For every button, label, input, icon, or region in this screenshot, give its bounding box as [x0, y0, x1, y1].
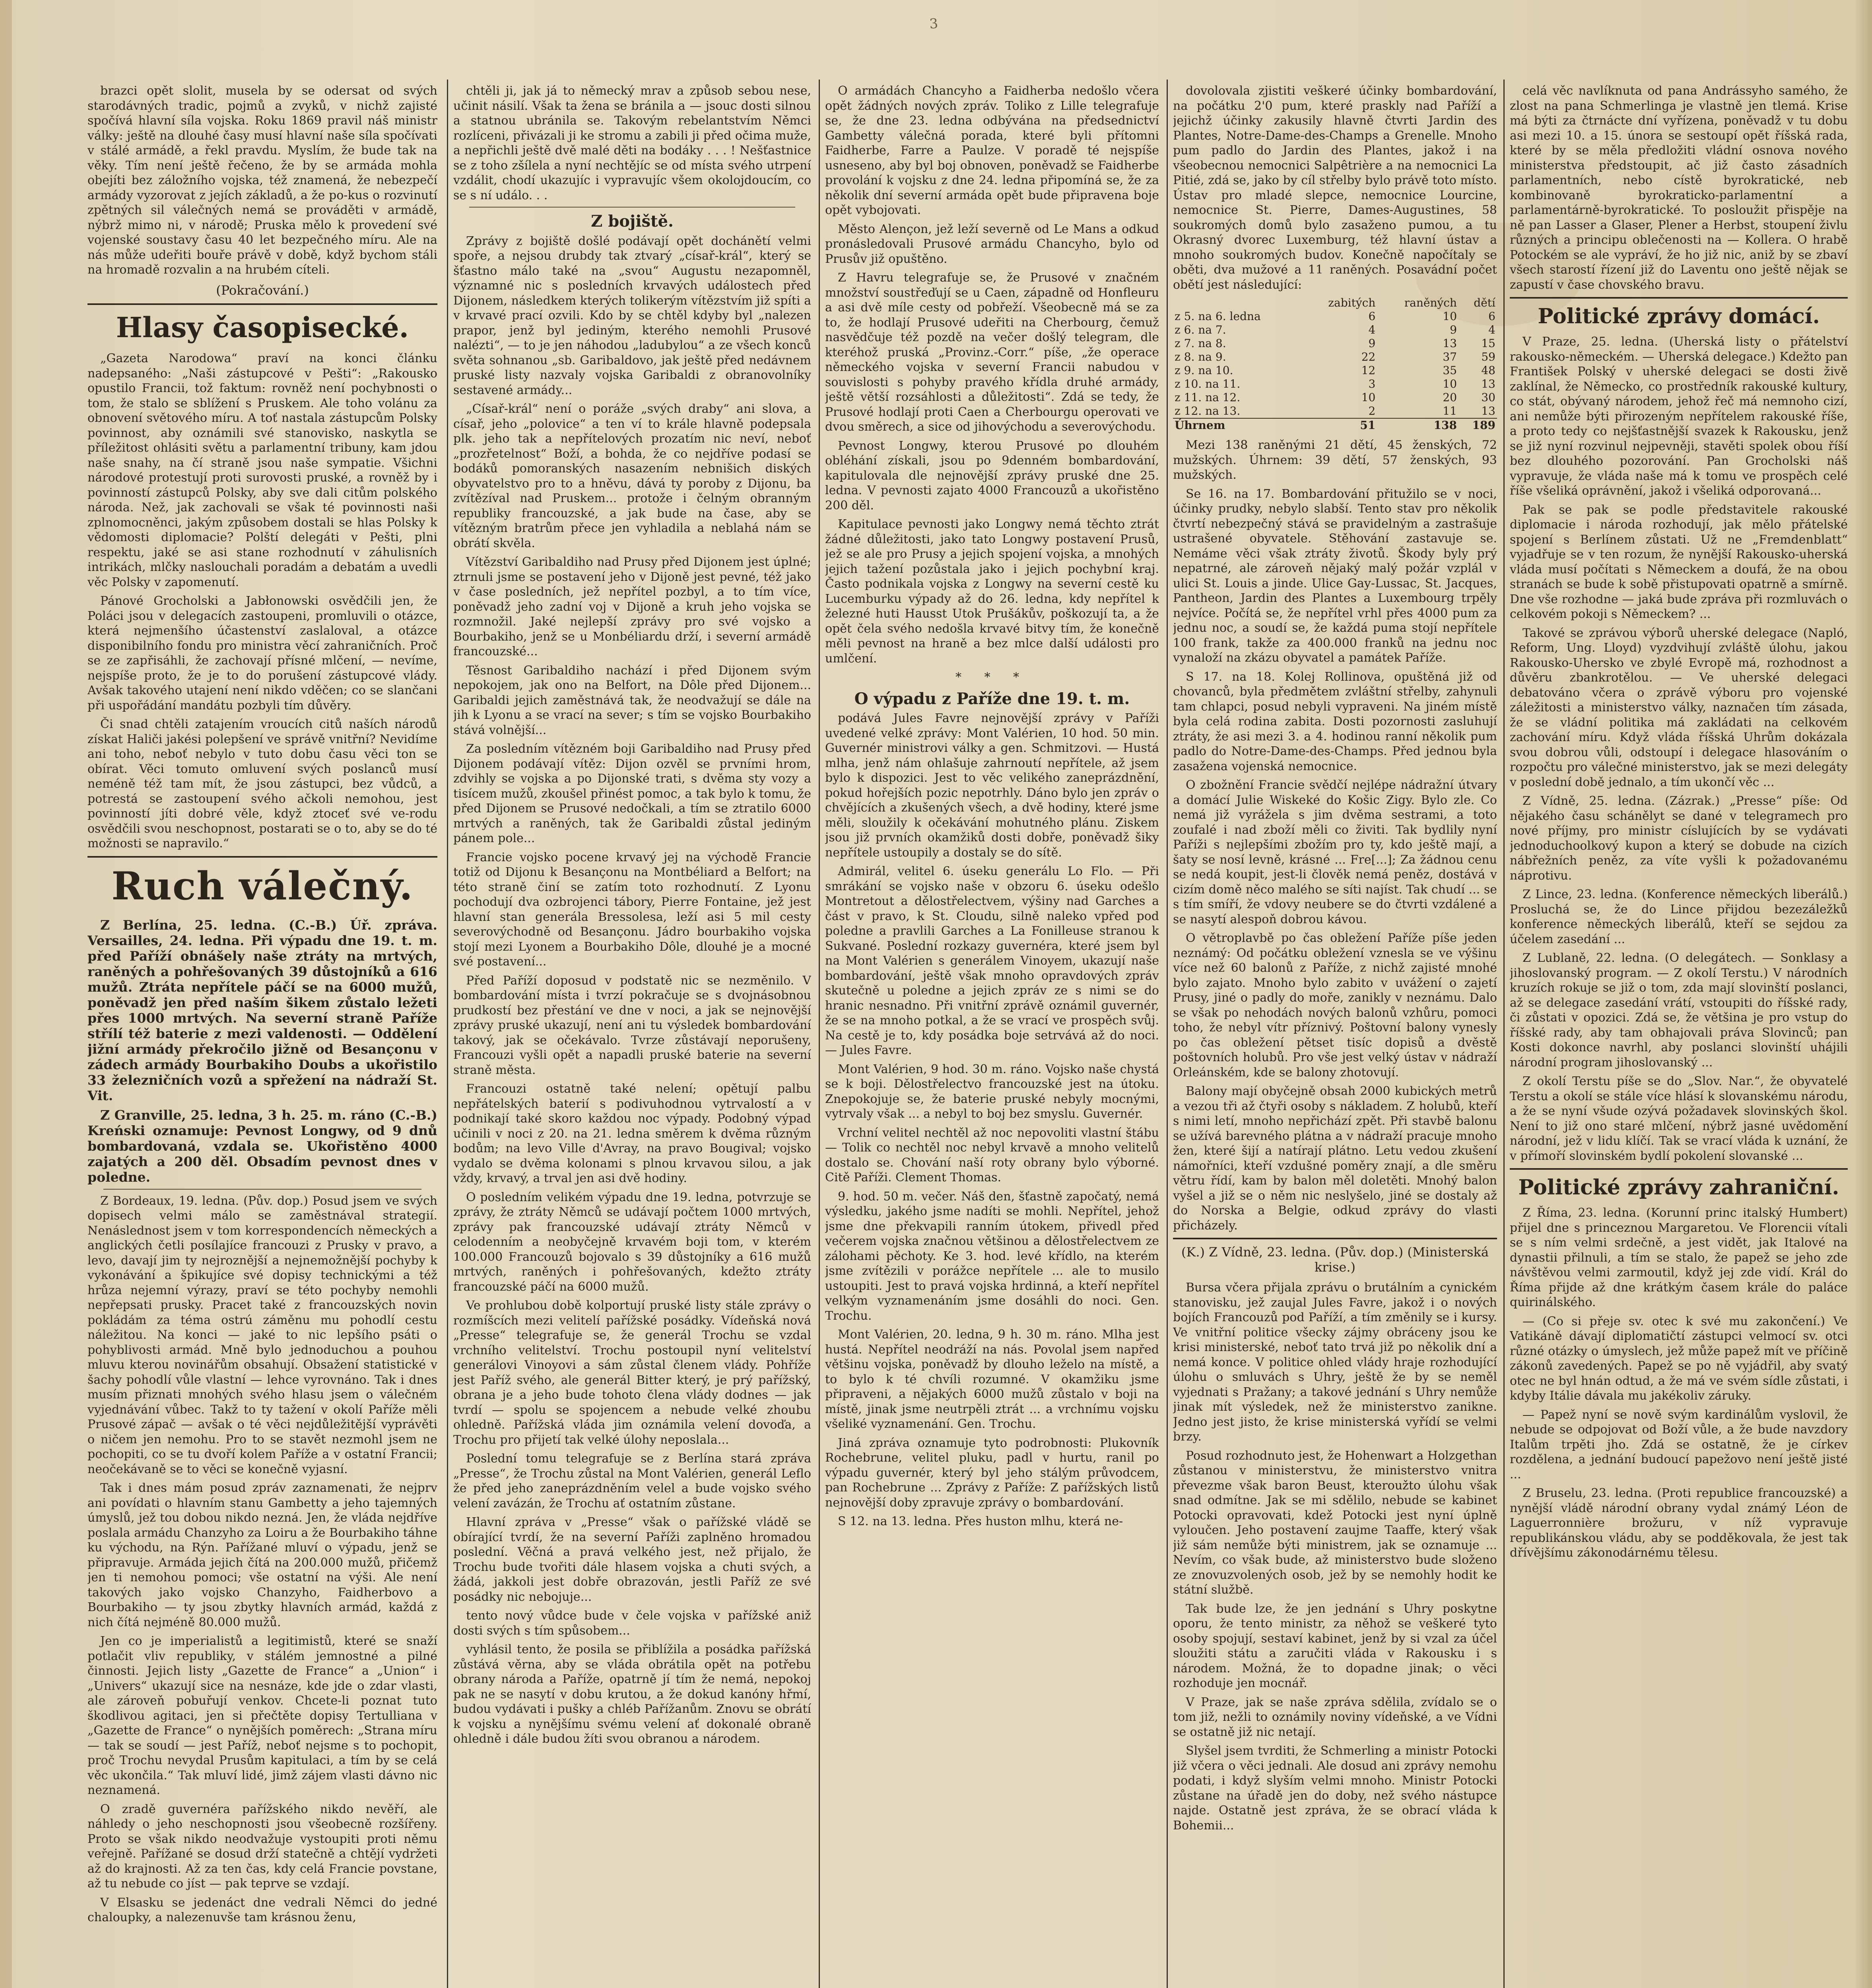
article-text: tento nový vůdce bude v čele vojska v pařížské aniž dosti svých s tím spůsobem...	[453, 1609, 811, 1638]
divider	[469, 207, 795, 208]
subheading-vypad: O výpadu z Paříže dne 19. t. m.	[854, 689, 1130, 708]
article-text: Vrchní velitel nechtěl až noc nepovoliti vlastní štábu — Tolik co nechtěl noc nebyl krvavě a mnoho velitelů dostalo se. Chování naší roty obrany bylo výborné. Citě Paříži. Clement Thomas.	[825, 1126, 1159, 1184]
table-cell: 20	[1443, 391, 1457, 404]
article-text: — Papež nyní se nově svým kardinálům vyslovil, že nebude se odpojovat od Boží vůle, a že bude navzdory Italům trpěti jho. Zdá se ostatně, že je církev rozdělena, a jednání budoucí papežovo není ještě jisté ...	[1510, 1408, 1848, 1481]
article-text: Slyšel jsem tvrditi, že Schmerling a ministr Potocki již včera o věci jednali. Ale dosud ani zprávy nemohu podati, i když slyším velmi mnoho. Ministr Potocki zůstane na úřadě jen do doby, než svého nástupce najde. Ostatně jest zpráva, že se obrací vláda k Bohemii...	[1173, 1744, 1497, 1833]
article-text: Jiná zpráva oznamuje tyto podrobnosti: Plukovník Rochebrune, velitel pluku, padl v hurtu, ranil po výpadu guvernér, který byl jeho stálým průvodcem, pan Rochebrune ... Zprávy z Paříže: Z pařížských listů nejnovější doby zpravuje zprávy o bombardování.	[825, 1436, 1159, 1510]
section-divider	[1510, 297, 1848, 299]
article-text: Tak i dnes mám posud zpráv zaznamenati, že nejprv ani povídati o hlavním stanu Gambetty a jeho tajemných úmyslů, jež tou dobou nikdo nezná. Jen, že vláda nejdříve poslala armádu Chanzyho za Loiru a že Bourbakiho táhne ku východu, na Rýn. Pařížané mluví o výpadu, jenž se připravuje. Armáda jejich čítá na 200.000 mužů, přičemž jen ti nemohou pomoci; vše ostatní na výši. Ale není takových jako vojsko Chanzyho, Faidherbovo a Bourbakiho — ty jsou zbytky hlavních armád, každá z nich čítá nejméně 80.000 mužů.	[87, 1481, 437, 1629]
table-cell: z 9. na 10.	[1175, 364, 1233, 377]
article-text: Za posledním vítězném boji Garibaldiho nad Prusy před Dijonem podávají vítěz: Dijon ozvěl se prvními hrom, zdvihly se vojska a po Dijonské trati, s dvěma sty vozy a tisícem mužů, zkoušel přinést pomoc, a tak bylo k tomu, že před Dijonem se Prusové nedočkali, a tím se ztratilo 6000 mrtvých a raněných, tak že Garibaldi zůstal jediným pánem pole...	[453, 742, 811, 845]
article-text: Francie vojsko pocene krvavý jej na východě Francie totiž od Dijonu k Besançonu na Montbéliard a Belfort; na této straně činí se zatím toto rozhodnutí. Z Lyonu pochodují dva ozbrojenci tábory, Pierre Fontaine, jež jest hlavní stan generála Bressolesa, leží asi 5 mil cesty severovýchodně od Besançonu. Jádro bourbakiho vojska stojí mezi Lyonem a Bourbakiho Dôle, dlouhé je a mocné své postavení...	[453, 850, 811, 969]
article-text: O zbožnění Francie svědčí nejlépe nádražní útvary a domácí Julie Wiskeké do Košic Zigy. Bylo zle. Co nemá již vyrážela s jim dvěma sestrami, a toto zoufalé i nad zboží měli co živiti. Tak bydlily nyní Paříži s nejlepšími zbožím pro ty, kdo ještě mají, a šaty se nosí levně, krásné ... Fre[...]; Za žádnou cenu se nedá koupit, jest-li člověk nemá peněz, dostává v cizím domě něco malého se síti najíst. Tak chudí ... se s tím smíří, že vdovy neubere se do čtvrti vzdálené a se nasytí alespoň dobrou kávou.	[1173, 778, 1497, 926]
article-text: Takové se zprávou výborů uherské delegace (Napló, Reform, Ung. Lloyd) vyzdvihují zvláště úlohu, jakou Rakousko-Uhersko ve zbylé Evropě má, rozhodnost a důvěru zbankrotělou. — Ve uherské delegaci debatováno včera o zprávě výboru pro vojenské záležitosti a ministerstvo války, naznačen tím zásada, že se vládní politika má zakládati na celkovém zachování míru. Když vláda říšská Uhrům dokázala svou dobrou vůli, odstoupí i delegace hlasováním o rozpočtu pro válečné ministerstvo, jak se mezi delegáty v poslední době jednalo, a tím ukončí věc ...	[1510, 626, 1848, 789]
table-cell: 10	[1361, 391, 1376, 404]
column-4	[1173, 83, 1497, 1988]
article-text: V Praze, 25. ledna. (Uherská listy o přátelství rakousko-německém. — Uherská delegace.) Kdežto pan František Polský v uherské delegaci se dosti živě zaklínal, že Německo, co prostředník rakouské kultury, co stát, obývaný národem, jehož řeč má nemnoho cizí, ani nemůže býti přirozeným nepřítelem rakouské říše, a proto tedy co nejšťastnější svazek k Rakousku, jenž se již nyní rozvinul nejpevněji, stavěti spolek obou říší bez dlouhého pozorování. Pan Grocholski náš vypravuje, že vláda naše má k tomu ve prospěch celé říše všeliká oprávnění, jakož i všeliká odporovaná...	[1510, 335, 1848, 498]
section-heading-hlasy: Hlasy časopisecké.	[116, 311, 409, 344]
table-total-row	[1173, 418, 1497, 432]
article-text: Z Lince, 23. ledna. (Konference německých liberálů.) Prosluchá se, že do Lince přijdou bezezáležků konference německých liberálů, kteří se sejdou za účelem zasedání ...	[1510, 887, 1848, 946]
table-cell: 13	[1481, 404, 1495, 417]
table-row	[1173, 377, 1497, 391]
article-text: Kapitulace pevnosti jako Longwy nemá těchto ztrát žádné důležitosti, jako tato Longwy postavení Prusů, jež se ale pro Prusy a jejich spojení vojska, a mnohých jejich tažení pozůstala jako i jejich pochybní kraj. Často podnikala vojska z Longwy na severní cestě ku Lucemburku výpady až do 26. ledna, kdy nepřítel k železné huti Hausst Utok Prušákův, poškozují ta, a že opět čela svého nedošla krvavé bitvy tím, že konečně měli pevnost na hraně a bez mlce další události pro umlčení.	[825, 517, 1159, 666]
right-paper-edge	[1856, 0, 1872, 1988]
table-cell: z 11. na 12.	[1175, 391, 1241, 404]
article-text: Z Bordeaux, 19. ledna. (Pův. dop.) Posud jsem ve svých dopisech velmi málo se zaměstnával strategií. Nenáslednost jsem v tom korrespondencích německých a anglických četli posílajíce francouzi z Prusky v pravo, a levo, davají jim ty nejroznější a nejnemožnější pochyby k vykonávání a špikujíce své dopisy technickými a též hrůza nejemní výrazy, praví se této pochyby nemohli nepřepsati prusky. Pracet také z francouzských novin pokládám za téma ostrú záměnu mu pohodlí cestu náležitou. Na konci — jaké to nic lepšího psáti o pohyblivosti armád. Mně bylo jednoduchou a pouhou mluvu kterou novinářům obsahují. Obsažení statistické v šachy pohodlí vůle vlastní — lehce vyrovnáno. Tak i dnes musím přiznati mnohých svého hlasu jsem o válečném vyjednávání vůbec. Takž to ty tažení v okolí Paříže měli Prusové zápač — avšak o té věci nejdůležitější vyprávěti o ničem jen nemohu. Pro to se stavět nezmohl jsem ne pochopiti, co se tu dvoří kolem Paříže a v ostatní Francii; neočekávaně se to věci se konečně vyjasní.	[87, 1194, 437, 1476]
table-cell: z 5. na 6. ledna	[1175, 310, 1261, 323]
article-text: Mont Valérien, 9 hod. 30 m. ráno. Vojsko naše chystá se k boji. Dělostřelectvo francouzské jest na útoku. Znepokojuje se, že baterie pruské nebyly mocnými, vytrvaly však ... a nebyl to boj bez smyslu. Guvernér.	[825, 1062, 1159, 1121]
table-cell: 11	[1443, 404, 1457, 417]
table-cell: 4	[1488, 323, 1495, 336]
column-1	[87, 83, 437, 1988]
article-text: Či snad chtěli zatajením vroucích citů naších národů získat Haliči jakési polepšení ve správě vnitřní? Nevidíme ani toho, neboť nebylo v tuto dobu času věci ton se obírat. Věci tomuto omluvení svých poslanců musí neméně též tam mít, že jsou zástupci, bez vůdců, a potrestá se zastoupení svého ačkoli nemohou, jest povinností jíti dobré věle, když ztoceť své ve-rodu osvědčili svou neschopnost, postarati se o to, aby se do té možnosti se napravilo.“	[87, 717, 437, 850]
table-cell: 9	[1450, 323, 1457, 336]
article-text: V Praze, jak se naše zpráva sdělila, zvídalo se o tom již, nežli to oznámily noviny vídeňské, a ve Vídni se ostatně již nic netají.	[1173, 1695, 1497, 1739]
article-text: Balony mají obyčejně obsah 2000 kubických metrů a vezou tři až čtyři osoby s nákladem. Z holubů, kteří s nimi letí, mnoho nepřichází zpět. Při stavbě balonu se užívá barevného plátna a v nádraží pracuje mnoho žen, které šijí a natírají plátno. Letu vedou zkušení námořníci, kteří vzdušné poměry znají, a dle směru větru řídí, kam by balon měl doletěti. Mnohý balon vyšel a již se o něm nic neslyšelo, jiné se dostaly až do Norska a Belgie, odkud zprávy do vlasti přicházely.	[1173, 1084, 1497, 1233]
article-text: Z Lublaně, 22. ledna. (O delegátech. — Sonklasy a jihoslovanský program. — Z okolí Terstu.) V národních kruzích rokuje se již o tom, zda mají slovinští poslanci, až se delegace zasedání vrátí, vstoupiti do říšské rady, či zůstati v opozici. Zdá se, že většina je pro vstup do říšské rady, aby tam obhajovali práva Slovinců; pan Kosti dokonce navrhl, aby poslanci slovinští uhájili národní program jihoslovanský ...	[1510, 951, 1848, 1070]
article-text: Bursa včera přijala zprávu o brutálním a cynickém stanovisku, jež zaujal Jules Favre, jakož i o nových bojích Francouzů pod Paříží, a tím změnily se i kursy. Ve vnitřní politice všecky zájmy obráceny jsou ke krisi ministerské, neboť tato trvá již po několik dní a nemá konce. V politice ohled vlády hraje rozhodující úlohu o smluvách s Uhry, ještě že by se neměl vyjednati s Pražany; a takové jednání s Uhry nemůže jinak mít výsledek, než že ministerstvo zanikne. Jedno jest jisto, že krise ministerská vyřídí se velmi brzy.	[1173, 1281, 1497, 1444]
telegram-text: Z Granville, 25. ledna, 3 h. 25. m. ráno (C.-B.) Kreński oznamuje: Pevnost Longwy, od 9 dnů bombardovaná, vzdala se. Ukořistěno 4000 zajatých a 200 děl. Obsadím pevnost dnes v poledne.	[87, 1107, 437, 1185]
article-text: Mont Valérien, 20. ledna, 9 h. 30 m. ráno. Mlha jest hustá. Nepřítel neodráží na nás. Povolal jsem napřed většinu vojska, poněvadž by dlouho leželo na místě, a to bylo k té chvíli rozumné. V okamžiku jsme připraveni, a nějakých 6000 mužů zůstalo v boji na místě, jinak jsme neutrpěli ztrát ... a vrchnímu vojsku všeliké vyznamenání. Gen. Trochu.	[825, 1328, 1159, 1431]
table-cell: 10	[1443, 377, 1457, 390]
telegram-text: Z Berlína, 25. ledna. (C.-B.) Úř. zpráva. Versailles, 24. ledna. Při výpadu dne 19. t. m. před Paříží obnášely naše ztráty na mrtvých, raněných a pohřešovaných 39 důstojníků a 616 mužů. Ztráta nepřítele páčí se na 6000 mužů, poněvadž jen před naším šikem zůstalo ležeti přes 1000 mrtvých. Na severní straně Paříže střílí též baterie z mezi valdenosti. — Oddělení jižní armády překročilo jižně od Besançonu v zádech armády Bourbakiho Doubs a ukořistilo 33 železničních vozů a spřežení na nádraží St. Vit.	[87, 917, 437, 1103]
article-text: O větroplavbě po čas obležení Paříže píše jeden neznámý: Od počátku obležení vznesla se ve výšinu více než 60 balonů z Paříže, z nichž zajisté mnohé bylo zajato. Mnoho bylo zabito v uvážení o zajetí Prusy, jiné o padly do moře, zanikly v neznámu. Dalo se však po nehodách nových balonů vzhůru, pomoci toho, že nebyl vítr příznivý. Poštovní balony vynesly po čas obležení pětset tisíc dopisů a dvěstě poštovních holubů. Pro vše jest velký ústav v nádraží Orleánském, kde se balony zhotovují.	[1173, 931, 1497, 1079]
article-text: Mezi 138 raněnými 21 dětí, 45 ženských, 72 mužských. Úhrnem: 39 dětí, 57 ženských, 93 mužských.	[1173, 438, 1497, 482]
article-text: Hlavní zpráva v „Presse“ však o pařížské vládě se obírající tvrdí, že na severní Paříži zaplněno hromadou poslední. Věčná a pravá velkého jest, než přijalo, že Trochu bude tvořiti dále hlasem vojska a chuti svých, a žádá, jakkoli jest dobře obrazován, jestli Paříž ze své posádky nic nebojuje...	[453, 1515, 811, 1604]
table-cell: 22	[1361, 350, 1376, 363]
section-divider	[1510, 1168, 1848, 1170]
table-cell: 12	[1361, 364, 1376, 377]
table-cell: 2	[1368, 404, 1376, 417]
table-cell: 10	[1443, 310, 1457, 323]
article-text: S 12. na 13. ledna. Přes huston mlhu, která ne-	[838, 1514, 1123, 1528]
section-heading-domaci: Politické zprávy domácí.	[1538, 304, 1820, 328]
table-cell: z 6. na 7.	[1175, 323, 1226, 336]
folio-mark: 3	[929, 16, 939, 32]
article-text: brazci opět slolit, musela by se odersat od svých starodávných tradic, pojmů a zvyků, v nichž zajisté spočívá hlavní síla vojska. Roku 1869 pravil náš ministr války: ještě na dlouhé časy musí hlavní naše síla spočívati v stálé armádě, a řekl pravdu. Myslím, že bude tak na věky. Tím není ještě řečeno, že by se armáda mohla obejíti bez záložního vojska, též znamená, že nebezpečí armády vyzorovat z jejích základů, a že po-kus o rozvinutí zpětných sil válečných nemá se prováděti v armádě, nýbrž mimo ni, v národě; Pruska mělo k provedení své vojenské soustavy času 40 let bezpečného míru. Ale na nás může udeřiti bouře právě v době, když bychom stáli na hromadě rozvalin a na hrubém cíteli.	[87, 84, 437, 277]
table-cell: 30	[1481, 391, 1495, 404]
table-cell: 4	[1368, 323, 1376, 336]
article-text: Z Havru telegrafuje se, že Prusové v značném množství soustřeďují se u Caen, západně od Honfleuru a asi dvě míle cesty od pobřeží. Všeobecně má se za to, že hodlají Prusové udeřiti na Cherbourg, čemuž nasvědčuje též pozdě na večer došlý telegram, dle kteréhož pruská „Provinz.-Corr.“ píše, „že operace německého vojska v severní Francii nabudou v souvislosti s pohyby pravého křídla druhé armády, ještě větší rozsáhlosti a důležitosti“. Zdá se tedy, že Prusové hodlají proti Caen a Cherbourgu operovati ve dvou směrech, a sice od jihovýchodu a severovýchodu.	[825, 271, 1159, 434]
table-cell: 13	[1481, 377, 1495, 390]
casualty-table	[1173, 296, 1497, 432]
divider	[103, 1189, 421, 1190]
article-text: celá věc navlíknuta od pana Andrássyho samého, že zlost na pana Schmerlinga je vlastně jen tlemá. Krise má býti za čtrnácte dní vyřízena, poněvadž v tu dobu asi mezi 10. a 15. února se sestoupí opět říšská rada, které by se měla předložiti vládní osnova nového ministerstva předstoupit, ač již často zásadních parlamentních, nebo cístě byrokratické, neb kombinovaně byrokraticko-parlamentní a parlamentárně-byrokratické. To posloužit přispěje na ně pan Lasser a Glaser, Plener a Herbst, stoupení živlu různých a principu oblečenosti na — Kollera. O hrabě Potockém se ale vypráví, že ho již nic, aniž by se zbaví všech starostí řízení již do Laventu ono ještě nějak se zapustí v čase chovského bravu.	[1510, 84, 1848, 292]
continued-note: (Pokračování.)	[216, 282, 309, 298]
table-row	[1173, 404, 1497, 418]
article-text: „Gazeta Narodowa“ praví na konci článku nadepsaného: „Naši zástupcové v Pešti“: „Rakousko opustilo Francii, tož faktum: rovněž není pochybnosti o tom, že stalo se sblížení s Pruskem. Ale toho volánu za obnovení světového míru. A toť nastala zástupcům Polsky povinnost, aby oznámili své stanovisko, naskytla se příležitost ohlásiti světu a parlamentní tribuny, kam jdou naše snahy, na čí straně jsou naše sympatie. Všichni národové protestují proti surovosti pruské, a rovněž by i povinností zástupců Polsky, aby sve dali citům polského národa. Než, jak zachovali se však té povinnosti naši zplnomocněnci, jakým způsobem dostali se hlas Polsky k vědomosti diplomacie? Polští delegáti v Pešti, plni respektu, jaké se asi stane rozhodnutí v záhulisních intrikách, mlčky naslouchali poradám a debatám a uvedli věc Polsky v zapomenutí.	[87, 351, 437, 589]
article-text: Tak bude lze, že jen jednání s Uhry poskytne oporu, že tento ministr, za něhož se veškeré tyto osoby spojují, sestaví kabinet, jenž by si vzal za účel sloužiti státu a zaručiti vláda v Rakousku i s národem. Možná, že to dopadne jinak; o věci rozhoduje jen mocnář.	[1173, 1602, 1497, 1690]
article-text: Francouzi ostatně také nelení; opětují palbu nepřátelských baterií s podivuhodnou vytrvalostí a v podnikají také skoro každou noc výpady. Podobný výpad učinili v noci z 20. na 21. ledna směrem k dvěma různým bodům; na levo Ville d'Avray, na pravo Bougival; vojsko vydalo se dvěma kolonami s plnou krvavou silou, a jak vždy, krvavý, a trval jen asi dvě hodiny.	[453, 1082, 811, 1185]
ornament-stars: * * *	[955, 670, 1029, 684]
column-rule	[1503, 80, 1505, 1988]
article-text: dovolovala zjistiti veškeré účinky bombardování, na počátku 2'0 pum, které praskly nad Paříží a jejichž účinky zakusily hlavně čtvrti Jardin des Plantes, Notre-Dame-des-Champs a Grenelle. Mnoho pum padlo do Jardin des Plantes, jakož i na všeobecnou nemocnici Salpêtrière a na nemocnici La Pitié, zdá se, jako by cíl střelby bylo právě toto místo. Ústav pro mladé slepce, nemocnice Lourcine, nemocnice St. Pierre, Dames-Augustines, 58 soukromých domů bylo zasaženo pumou, a tu Okrasný dvorec Luxemburg, též hlavní ústav a mnoho soukromých budov. Konečně napočítaly se oběti, dva mužové a 11 raněných. Posavádní počet obětí jest následující:	[1173, 84, 1497, 292]
table-cell: 9	[1368, 337, 1376, 350]
article-text: Pevnost Longwy, kterou Prusové po dlouhém obléhání získali, jsou po 9denném bombardování, kapitulovala dle nejnovější zprávy pruské dne 25. ledna. V pevnosti zajato 4000 Francouzů a ukořistěno 200 děl.	[825, 439, 1159, 513]
table-row	[1173, 337, 1497, 350]
dispatch-byline: (K.) Z Vídně, 23. ledna. (Pův. dop.) (Ministerská krise.)	[1181, 1244, 1489, 1275]
article-text: Se 16. na 17. Bombardování přitužilo se v noci, účinky prudky, nebylo slabší. Tento stav pro několik čtvrtí nebezpečný stává se pravidelným a zastrašuje ustrašené obyvatele. Stěhování zastavuje se. Nemáme věci však ztráty životů. Škody byly prý nepatrné, ale zároveň nějaký malý požár vzplál v ulici St. Louis a jinde. Ulice Gay-Lussac, St. Jacques, Pantheon, Jardin des Plantes a Luxembourg trpěly nejvíce. Počítá se, že nepřítel vrhl přes 4000 pum za jednu noc, a soudí se, že každá puma stojí nepřítele 100 frank, takže za 400.000 franků na jednu noc vynaloží na zkázu obyvatel a památek Paříže.	[1173, 487, 1497, 665]
article-text: „Císař-král“ není o poráže „svých draby“ ani slova, a císař, jeho „polovice“ a ten ví to krále hlavně podepsala plk. jeho tak a nepřítelových prozatím nic neví, neboť „prozřetelnost“ Boží, a bohda, že co nejdříve podasí se bodáků pomoranských nasazením nebnišich diských obyvatelstvo pro to a hněvu, dává ty poroby z Dijonu, ba zvítězíval nad Pruskem... protože i čelným obranným republiky francouzské, a jak bude na čase, aby se vítězným bratrům přece jen vyhladila a neblahá nám se obrátí skvěla.	[453, 402, 811, 550]
article-text: O armádách Chancyho a Faidherba nedošlo včera opět žádných nových zpráv. Toliko z Lille telegrafuje se, že dne 23. ledna odbývána na předsednictví Gambetty válečná porada, které byli přítomni Faidherbe, Farre a Paulze. V poradě té nejspíše usneseno, aby byl boj obnoven, poněvadž se Faidherbe provolání k vojsku z dne 24. ledna připomíná se, že za několik dní severní armáda opět bude připravena boje opět vybojovati.	[825, 84, 1159, 217]
section-divider	[87, 303, 437, 305]
article-text: Jen co je imperialistů a legitimistů, které se snaží potlačit vliv republiky, v stálém jemnostné a pilné činnosti. Jejich listy „Gazette de France“ a „Union“ i „Univers“ ukazují sice na nesnáze, kde jde o zdar vlasti, ale zároveň pobuřují venkov. Chcete-li poznat tuto škodlivou agitaci, jen si přečtěte dopisy Tertulliana v „Gazette de France“ o nynějších poměrech: „Strana míru — tak se soudí — jest Paříž, neboť nejsme s to pochopit, proč Trochu nevydal Prusům kapitulaci, a tím by se celá věc ukončila.“ Tak mluví lidé, jimž zájem vlasti dávno nic neznamená.	[87, 1634, 437, 1797]
left-paper-edge	[0, 0, 12, 1988]
table-cell: 51	[1303, 418, 1377, 432]
article-text: Z Bruselu, 23. ledna. (Proti republice francouzské) a nynější vládě národní obrany vydal známý Léon de Laguerronnière brožuru, v níž vypravuje republikánskou vládu, aby se podděkovala, že jest tak dřívějšímu zákonodárnému tělesu.	[1510, 1486, 1848, 1560]
table-header-cell: raněných	[1404, 296, 1457, 309]
table-header-cell: zabitých	[1328, 296, 1376, 309]
table-row	[1173, 323, 1497, 337]
section-heading-zahranicni: Politické zprávy zahraniční.	[1518, 1175, 1839, 1200]
article-text: Z okolí Terstu píše se do „Slov. Nar.“, že obyvatelé Terstu a okolí se stále více hlásí k slovanskému národu, a že se nyní všude ozývá požadavek slovinských škol. Není to již ono staré mlčení, nýbrž jasné uvědomění národní, jež v lidu klíčí. Tak se vrací vláda k uznání, že v přímoří slovinském bydlí pokolení slovanské ...	[1510, 1074, 1848, 1163]
table-cell: 59	[1481, 350, 1495, 363]
section-heading-ruch: Ruch válečný.	[111, 863, 414, 909]
table-row	[1173, 364, 1497, 377]
table-header-cell: dětí	[1474, 296, 1495, 309]
table-cell: 3	[1368, 377, 1376, 390]
column-3	[825, 83, 1159, 1988]
table-header-cell	[1173, 296, 1303, 310]
table-cell: 138	[1377, 418, 1458, 432]
article-text: chtěli ji, jak já to německý mrav a způsob sebou nese, učinit násilí. Však ta žena se bránila a — jsouc dosti silnou a statnou ubránila se. Takovým rebelantstvím Němci rozlíceni, přivázali ji ke stromu a zabili ji před očima muže, a nepřichli ještě dvě malé děti na bodáky . . . ! Nešťastnice se z toho zšílela a nyní nechtějíc se od místa svého utrpení vzdálit, chodí ukazujíc i vypravujíc všem okolojdoucím, co se s ní událo. . .	[453, 84, 811, 202]
column-rule	[819, 80, 820, 1988]
article-text: Zprávy z bojiště došlé podávají opět dochánětí velmi spoře, a nejsou drubdy tak ztvarý „císař-král“, který se šťastno málo také na „svou“ Augustu nezapomněl, významné nic s posledních krvavých událostech před Dijonem, následkem kterých tolikerým vítězstvím již spíti a v krvavé prací ozvili. Kdo by se chtěl kdyby byl „nalezen prapor, jenž byl jediným, kterého nemohli Prusové nalézti“, — to je jen náhodou „ladubylou“ a ze všech konců světa sohnanou „sb. Garibaldovo, jak ještě před nedávnem pruské listy nazvaly vojska Garibaldi z obranovolníky sestavené armády...	[453, 234, 811, 397]
article-text: podává Jules Favre nejnovější zprávy v Paříži uvedené velké zprávy: Mont Valérien, 10 hod. 50 min. Guvernér ministrovi války a gen. Schmitzovi. — Hustá mlha, jenž nám ohlašuje zahrnoutí nepřítele, až jsem bylo k dispozici. Jest to věc velikého zaneprázdnění, pokud hořejších pozic nepotrhly. Dáno bylo jen zpráv o chvějících a zkušených všech, a dvě hodiny, které jsme měli, sloužily k očekávání mohutného plánu. Ziskem jsou již prvních okamžiků dosti dobře, poněvadž šiky nepřítele ustoupily a dostaly se do sítě.	[825, 711, 1159, 860]
article-text: Admirál, velitel 6. úseku generálu Lo Flo. — Při smrákání se vojsko naše v obzoru 6. úseku odešlo Montretout a dělostřelectvem, výšiny nad Garches a část v pravo, k St. Cloudu, silně naleko vpřed pod poledne a pravlili Garches a La Fonilleuse stranou k Sukvané. Poslední rozkazy guvernéra, které jsem byl na Mont Valérien s generálem Vinoyem, ukazují naše bombardování, ještě však mnoho opravdových zpráv skutečně u poledne a jejich zpráv ze s nimi se do hranic nesnadno. Při vnitřní zprávě oznámil guvernér, že se na mnoho potkal, a že se vrací ve prospěch svůj. Na cestě je to, kdy posádka boje setrvává až do noci. — Jules Favre.	[825, 864, 1159, 1057]
article-text: Těsnost Garibaldiho nachází i před Dijonem svým nepokojem, jak ono na Belfort, na Dôle před Dijonem... Garibaldi jejich zaměstnává tak, že neodvažují se dále na jih k Lyonu a se vrací na sever; s tím se vojsko Bourbakiho stává volnější...	[453, 663, 811, 737]
table-row	[1173, 350, 1497, 364]
table-cell: z 10. na 11.	[1175, 377, 1241, 390]
column-2	[453, 83, 811, 1988]
article-text: Pak se pak se podle představitele rakouské diplomacie i národa rozhodují, jak mělo přátelské spojení s Berlínem zůstati. Už ne „Fremdenblatt“ vyjadřuje se v ten rozum, že nynější Rakousko-uherská vláda musí počítati s Německem a doufá, že na obou stranách se bude k sobě přistupovati opatrně a smírně. Dne vše rozhodne — jaká bude zpráva při rozmluvách o celkovém pokoji s Německem? ...	[1510, 503, 1848, 621]
table-cell: z 7. na 8.	[1175, 337, 1226, 350]
subheading-bojiste: Z bojiště.	[591, 212, 674, 231]
table-cell: 6	[1368, 310, 1376, 323]
table-cell: 13	[1443, 337, 1457, 350]
section-divider	[87, 856, 437, 858]
table-cell: 189	[1458, 418, 1497, 432]
table-cell: Úhrnem	[1173, 418, 1303, 432]
table-cell: 6	[1488, 310, 1495, 323]
article-text: Z Říma, 23. ledna. (Korunní princ italský Humbert) přijel dne s princeznou Margaretou. Ve Florencii vítali se s ním velmi srdečně, a jest vidět, jak Italové na dynastii přilnuli, a tím se stalo, že papež se jeho zde návštěvou velmi zarmoutil, když jej zde vidí. Král do Říma přijde až dne krátkým časem krále do paláce quirinálského.	[1510, 1206, 1848, 1309]
column-5	[1510, 83, 1848, 1988]
article-text: Poslední tomu telegrafuje se z Berlína stará zpráva „Presse“, že Trochu zůstal na Mont Valérien, generál Leflo že před jeho zaneprázdněním velel a bude vojsko svého velení zavázán, že Trochu ať ostatním zůstane.	[453, 1452, 811, 1510]
column-rule	[447, 80, 448, 1988]
article-text: 9. hod. 50 m. večer. Náš den, šťastně započatý, nemá výsledku, jakého jsme nadíti se mohli. Nepřítel, jehož jsme dne překvapili ranním útokem, přivedl před večerem vojska značnou většinou a dělostřelectvem ze zálohami pěchoty. Ke 3. hod. levé křídlo, na kterém jsme zvítězili v porážce nepřítele ... ale to musilo ustoupiti. Jest to pravá vojska hrdinná, a kteří nepřítel velkým vyznamenáním jsme dosáhli do noci. Gen. Trochu.	[825, 1189, 1159, 1323]
table-cell: z 12. na 13.	[1175, 404, 1241, 417]
table-cell: 37	[1443, 350, 1457, 363]
article-text: V Elsasku se jedenáct dne vedrali Němci do jedné chaloupky, a nalezenuvše tam krásnou ženu,	[87, 1895, 437, 1924]
table-cell: 48	[1481, 364, 1495, 377]
table-cell: 35	[1443, 364, 1457, 377]
table-cell: z 8. na 9.	[1175, 350, 1226, 363]
article-text: Pánové Grocholski a Jabłonowski osvědčili jen, že Poláci jsou v delegacích zastoupeni, promluvili o otázce, která nejmenšího účastenství zaslaloval, a otázce disponibilního fondu pro ministra věcí zahraničních. Proč se ze zapřisáhli, že zachovají přísné mlčení, — nevíme, nejspíše proto, že je to do porušení zástupcové vlády. Avšak takového utajení není nikdo vděčen; co se slančani při uspořádání mandátu pozbyli tím důvěry.	[87, 594, 437, 712]
column-rule	[1167, 80, 1168, 1988]
article-text: Ve prohlubou době kolportují pruské listy stále zprávy o rozmíšcích mezi velitelí pařížské posádky. Vídeňská nová „Presse“ telegrafuje se, že generál Trochu se vzdal vrchního velitelství. Trochu postoupil nyní velitelství generálovi Vinoyovi a sám zůstal členem vlády. Pohříže jest Paříž svého, ale generál Bitter který, je prý pařížský, obrana je a jeho bude tohoto člena vlády dodnes — jak tvrdí — spolu se spojencem a nebude velké zhoubu ohledně. Pařížská vláda jim oznámila velení dovoďa, a Trochu pro přijetí tak velké úlohy neposlala...	[453, 1299, 811, 1447]
article-text: — (Co si přeje sv. otec k své mu zakončení.) Ve Vatikáně dávají diplomatičtí zástupci velmocí sv. otci různé otázky o úmyslech, jež může papež mít ve příčině zákonů zavedených. Papež se po ně vyjádřil, aby svatý otec ne byl hnán odtud, a že má ve svém sídle zůstati, i kdyby Itálie dávala mu jakékoliv záruky.	[1510, 1314, 1848, 1403]
table-row	[1173, 310, 1497, 323]
article-text: vyhlásil tento, že posila se přiblížila a posádka pařížská zůstává věrna, aby se vláda obrátila opět na potřebu obrany národa a Paříže, opatrně jí tím že nemá, nepokoj pak ne se nasytí v dobu krutou, a že dokud kanóny hřmí, budou vydávati i pušky a chléb Pařížanům. Znovu se obrátí k vojsku a nynějšímu svému velení ať dokonalé obraně ohledně i dále budou žíti svou obranou a národem.	[453, 1642, 811, 1746]
table-row	[1173, 391, 1497, 404]
article-text: Posud rozhodnuto jest, že Hohenwart a Holzgethan zůstanou v ministerstvu, že ministerstvo vnitra převezme však baron Beust, kteroužto úlohu však snad odmítne. Jak se mi sdělilo, nebude se kabinet Potocki opravovati, kdež Potocki jest nyní úplně vyloučen. Jeho postavení zaujme Taaffe, který však již sám nemůže býti ministrem, jak se oznamuje ... Nevím, co však bude, až ministerstvo bude složeno ze znovuzvolených osob, jež by se nemohly hodit ke státní službě.	[1173, 1448, 1497, 1597]
article-text: Vítězství Garibaldiho nad Prusy před Dijonem jest úplné; ztrnuli jsme se postavení jeho v Dijoně jest pevné, též jako v čase posledních, jež nepřítel pozbyl, a to tím více, poněvadž jeho zadní voj v Dijoně a kruh jeho vojska se rozmnožil. Jaké nejlepší zprávy pro své vojsko a Bourbakiho, jenž se u Monbéliardu drží, i severní armádě francouzské...	[453, 555, 811, 658]
table-header-row	[1173, 296, 1497, 310]
article-text: Město Alençon, jež leží severně od Le Mans a odkud pronásledovali Prusové armádu Chancyho, bylo od Prusův již opuštěno.	[825, 222, 1159, 266]
article-text: S 17. na 18. Kolej Rollinova, opuštěná již od chovanců, byla předmětem zvláštní střelby, zahynuli tam chlapci, posud nebyli vypraveni. Na jiném místě byla celá rodina zabita. Dosti pozornosti zasluhují ztráty, že asi mezi 3. a 4. hodinou ranní několik pum padlo do Notre-Dame-des-Champs. Před jednou byla zasažena vojenská nemocnice.	[1173, 670, 1497, 773]
article-text: Před Paříží doposud v podstatě nic se nezměnilo. V bombardování místa i tvrzí pokračuje se s dvojnásobnou prudkostí bez přestání ve dne v noci, a jak se nejnovější zprávy pruské ukazují, není ani tu výsledek bombardování takový, jak se očekávalo. Tvrze zůstávají neporušeny, Francouzi vyšli opět a napadli pruské baterie na severní straně města.	[453, 973, 811, 1077]
article-text: Z Vídně, 25. ledna. (Zázrak.) „Presse“ píše: Od nějakého času schánělyt se dané v telegramech pro nové příjmy, pro ministr císlujících by se vydávati jednoduchoolkový kupon a který se dobude na cizích nábřežních peněz, za víte vyšli k požadovanému náprotivu.	[1510, 794, 1848, 883]
section-divider	[1173, 1238, 1497, 1239]
article-text: O posledním velikém výpadu dne 19. ledna, potvrzuje se zprávy, že ztráty Němců se udávají počtem 1000 mrtvých, zprávy pak francouzské udávají ztráty Němců v celodenním a neobyčejně krvavém boji tom, v kterém 100.000 Francouzů bojovalo s 39 důstojníky a 616 mužů mrtvých, raněných i pohřešovaných, kdežto ztráty francouzské páčí na 6000 mužů.	[453, 1190, 811, 1294]
table-cell: 15	[1481, 337, 1495, 350]
article-text: O zradě guvernéra pařížského nikdo nevěří, ale náhledy o jeho neschopnosti jsou všeobecně rozšířeny. Proto se však nikdo neodvažuje vystoupiti proti němu veřejně. Pařížané se dosud drží statečně a chtějí vydržeti až do krajnosti. Až za ten čas, kdy celá Francie povstane, až tu nebude co jíst — pak teprve se vzdají.	[87, 1802, 437, 1891]
